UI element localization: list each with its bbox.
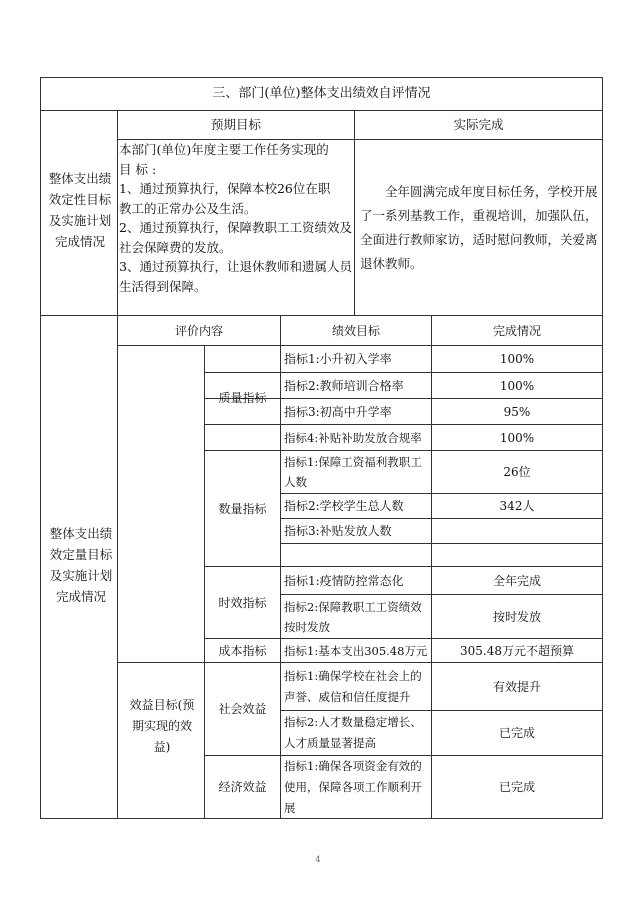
completion-header: 完成情况 <box>492 323 541 338</box>
indicator-result: 100% <box>499 352 535 366</box>
indicator-target: 指标3:补贴发放人数 <box>284 524 392 538</box>
indicator-target: 指标1:基本支出305.48万元 <box>284 643 428 658</box>
expected-goal-header: 预期目标 <box>210 117 261 132</box>
goal-line: 1、通过预算执行，保障本校26位在职 <box>119 181 331 196</box>
indicator-target: 指标2:人才数量稳定增长、人才质量显著提高 <box>284 715 422 750</box>
indicator-target: 指标2:学校学生总人数 <box>284 499 404 513</box>
table-rule <box>354 110 355 315</box>
qualitative-label: 整体支出绩效定性目标及实施计划完成情况 <box>48 171 112 249</box>
social-benefit-label: 社会效益 <box>218 702 267 716</box>
goal-line: 生活得到保障。 <box>119 278 207 294</box>
goal-line: 本部门(单位)年度主要工作任务实现的 <box>119 142 329 157</box>
indicator-result: 342人 <box>499 499 535 513</box>
economic-benefit-label: 经济效益 <box>218 780 267 794</box>
quantity-indicator-label: 数量指标 <box>218 501 267 516</box>
indicator-result: 已完成 <box>498 726 535 740</box>
table-rule <box>280 543 603 544</box>
eval-content-header: 评价内容 <box>174 323 223 338</box>
timeliness-indicator-label: 时效指标 <box>218 595 267 610</box>
goal-line: 3、通过预算执行，让退休教师和遗属人员 <box>119 259 352 274</box>
indicator-result <box>432 519 602 543</box>
indicator-result: 已完成 <box>498 780 535 794</box>
benefit-target-label: 效益目标(预期实现的效益) <box>129 697 195 754</box>
cost-indicator-label: 成本指标 <box>218 643 267 658</box>
actual-completion-text: 全年圆满完成年度目标任务，学校开展了一系列基教工作，重视培训，加强队伍，全面进行教师家访，适时慰问教师，关爱离退休教师。 <box>360 184 598 271</box>
indicator-target: 指标2:保障教职工工资绩效按时发放 <box>284 599 422 634</box>
indicator-result: 100% <box>499 378 535 393</box>
indicator-result: 有效提升 <box>492 679 541 694</box>
indicator-target: 指标1:保障工资福利教职工人数 <box>284 455 422 489</box>
quantitative-label: 整体支出绩效定量目标及实施计划完成情况 <box>49 526 113 604</box>
indicator-target: 指标1:确保各项资金有效的使用，保障各项工作顺利开展 <box>284 758 422 815</box>
table-border <box>40 77 41 819</box>
goal-line: 社会保障费的发放。 <box>119 239 232 255</box>
indicator-result: 95% <box>503 404 531 419</box>
actual-completion-header: 实际完成 <box>453 117 504 132</box>
indicator-target: 指标4:补贴补助发放合规率 <box>284 430 422 445</box>
performance-target-header: 绩效目标 <box>331 323 380 338</box>
indicator-target: 指标1:小升初入学率 <box>284 352 392 366</box>
indicator-target: 指标3:初高中升学率 <box>284 404 392 419</box>
table-rule <box>117 110 118 819</box>
indicator-target: 指标2:教师培训合格率 <box>284 378 404 393</box>
table-border <box>602 77 603 819</box>
page-number: 4 <box>315 855 321 864</box>
indicator-result: 按时发放 <box>492 609 541 624</box>
indicator-result: 全年完成 <box>492 573 541 588</box>
goal-line: 教工的正常办公及生活。 <box>119 200 257 216</box>
quality-indicator-label: 质量指标 <box>218 391 267 405</box>
indicator-target: 指标1:确保学校在社会上的声誉、威信和信任度提升 <box>284 668 422 704</box>
indicator-result: 305.48万元不超预算 <box>460 643 574 658</box>
section-title: 三、部门(单位)整体支出绩效自评情况 <box>212 86 431 101</box>
goal-line: 目 标 : <box>119 161 157 177</box>
indicator-target: 指标1:疫情防控常态化 <box>284 573 404 588</box>
expected-goals-text <box>119 140 354 296</box>
indicator-result: 100% <box>499 430 535 445</box>
goal-line: 2、通过预算执行，保障教职工工资绩效及 <box>119 220 352 235</box>
indicator-result: 26位 <box>503 465 531 479</box>
